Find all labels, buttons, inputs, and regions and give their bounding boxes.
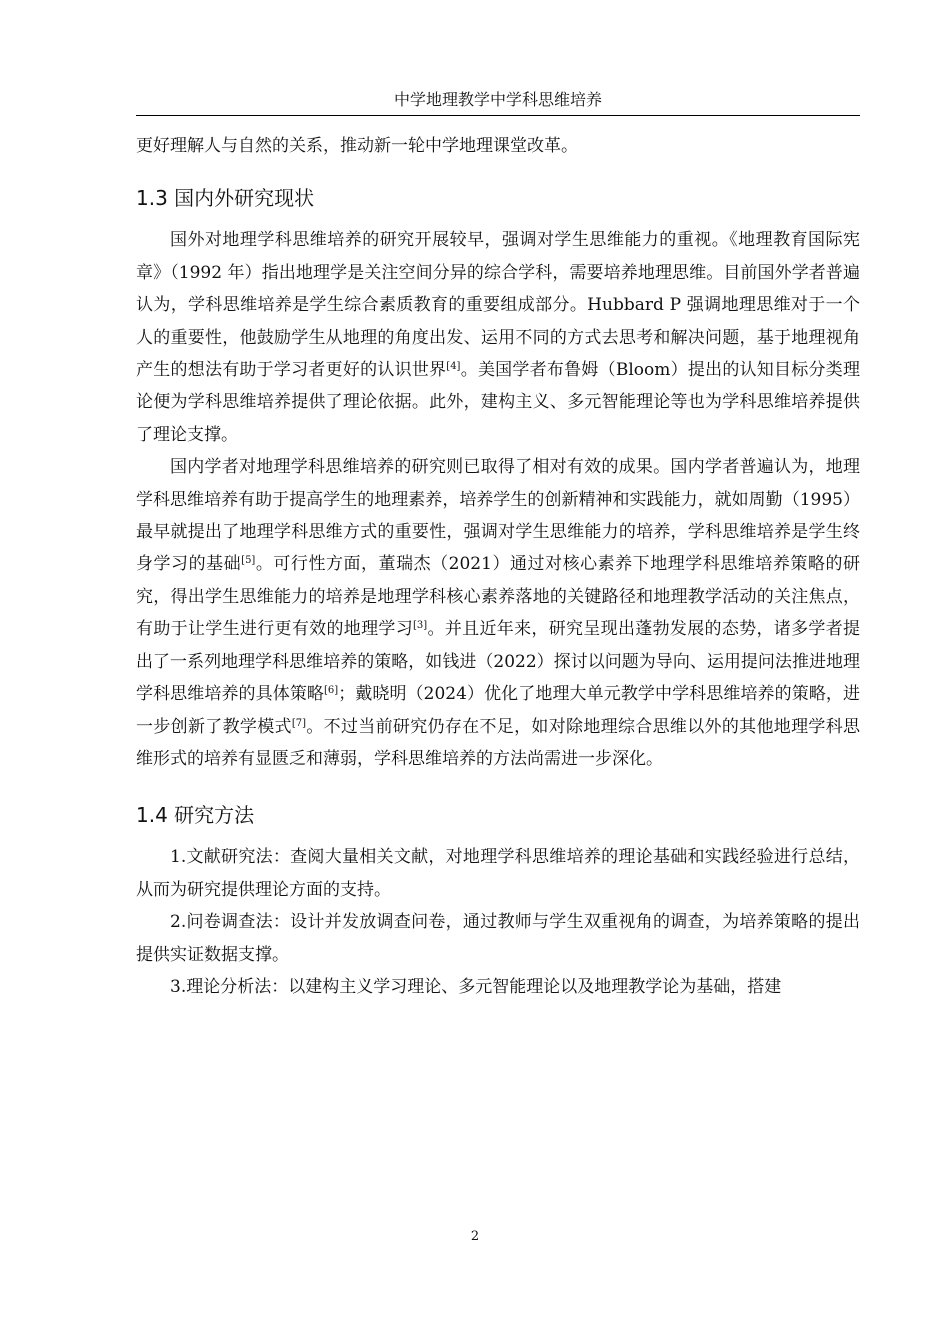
para-text: 。不过当前研究仍存在不足，如对除地理综合思维以外的其他地理学科思维形式的培养有显匮乏和薄弱，学科思维培养的方法尚需进一步深化。 bbox=[136, 716, 861, 769]
para-text: 。美国学者布鲁姆（Bloom）提出的认知目标分类理论便为学科思维培养提供了理论依据。此外，建构主义、多元智能理论等也为学科思维培养提供了理论支撑。 bbox=[136, 360, 860, 445]
para-text: ；戴晓明（2024）优化了地理大单元教学中学科思维培养的策略，进一步创新了教学模式 bbox=[136, 684, 861, 737]
citation: [7] bbox=[291, 717, 306, 729]
page-number: 2 bbox=[470, 1229, 480, 1244]
para-text: 国外对地理学科思维培养的研究开展较早，强调对学生思维能力的重视。《地理教育国际宪章》（1992 年）指出地理学是关注空间分异的综合学科，需要培养地理思维。目前国外学者普遍认为，学科思维培养是学生综合素质教育的重要组成部分。Hubbard P 强调地理思维对于一个人的重要性，他鼓励学生从地理的角度出发、运用不同的方式去思考和解决问题，基于地理视角产生的想法有助于学习者更好的认识世界 bbox=[136, 230, 860, 381]
citation: [5] bbox=[241, 555, 256, 567]
method-theory-analysis: 3.理论分析法：以建构主义学习理论、多元智能理论以及地理教学论为基础，搭建 bbox=[170, 976, 782, 997]
citation: [3] bbox=[413, 620, 428, 632]
page-body bbox=[136, 130, 860, 1003]
running-header: 中学地理教学中学科思维培养 bbox=[136, 88, 860, 116]
para-text: 。并且近年来，研究呈现出蓬勃发展的态势，诸多学者提出了一系列地理学科思维培养的策略，如钱进（2022）探讨以问题为导向、运用提问法推进地理学科思维培养的具体策略 bbox=[136, 619, 861, 705]
paragraph-domestic-research bbox=[136, 451, 860, 775]
para-text: 。可行性方面，董瑞杰（2021）通过对核心素养下地理学科思维培养策略的研究，得出学生思维能力的培养是地理学科核心素养落地的关键路径和地理教学活动的关注焦点，有助于让学生进行更有效的地理学习 bbox=[136, 554, 861, 640]
para-text: 国内学者对地理学科思维培养的研究则已取得了相对有效的成果。国内学者普遍认为，地理学科思维培养有助于提高学生的地理素养，培养学生的创新精神和实践能力，就如周勤（1995）最早就提出了地理学科思维方式的重要性，强调对学生思维能力的培养，学科思维培养是学生终身学习的基础 bbox=[136, 457, 860, 575]
citation: [6] bbox=[324, 685, 339, 697]
intro-line: 更好理解人与自然的关系，推动新一轮中学地理课堂改革。 bbox=[136, 136, 578, 156]
method-questionnaire: 2.问卷调查法：设计并发放调查问卷，通过教师与学生双重视角的调查，为培养策略的提出提供实证数据支撑。 bbox=[136, 912, 860, 965]
section-heading-1-4: 1.4 研究方法 bbox=[136, 803, 255, 828]
citation: [4] bbox=[446, 361, 461, 373]
section-heading-1-3: 1.3 国内外研究现状 bbox=[136, 186, 315, 211]
method-literature: 1.文献研究法：查阅大量相关文献，对地理学科思维培养的理论基础和实践经验进行总结，从而为研究提供理论方面的支持。 bbox=[136, 847, 860, 900]
paragraph-foreign-research bbox=[136, 224, 860, 451]
